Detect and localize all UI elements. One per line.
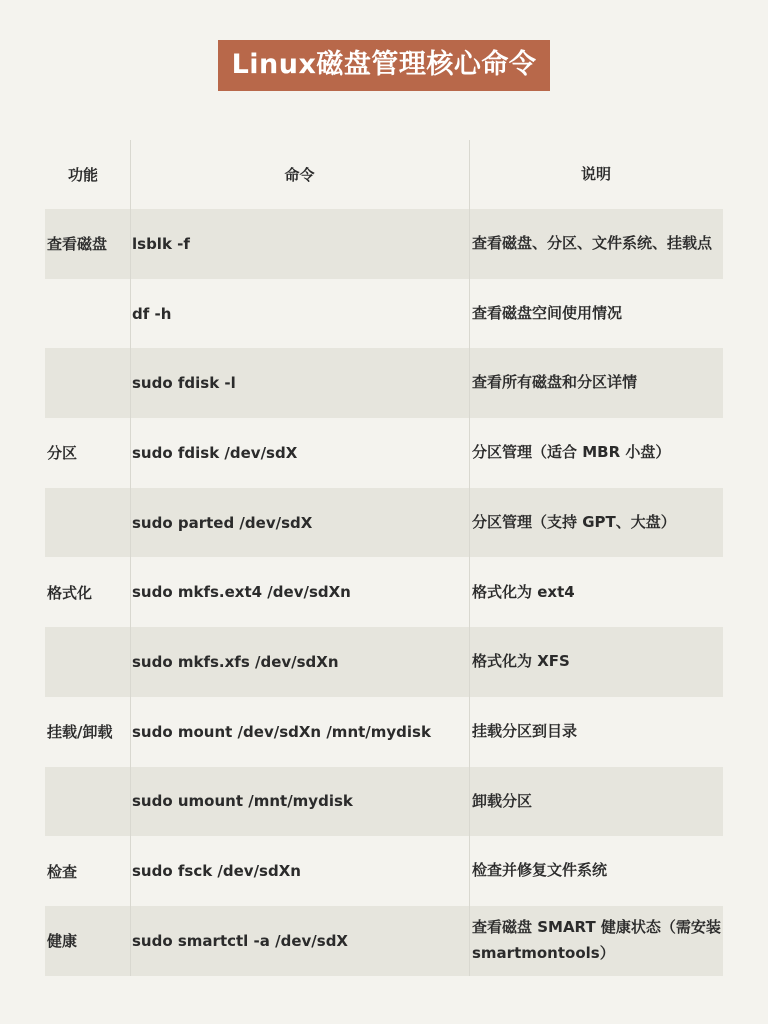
- row-description: 分区管理（适合 MBR 小盘）: [472, 443, 671, 462]
- row-command: sudo fdisk /dev/sdX: [132, 443, 298, 462]
- row-command: sudo mount /dev/sdXn /mnt/mydisk: [132, 722, 431, 741]
- row-command: sudo umount /mnt/mydisk: [132, 792, 353, 811]
- row-description: 查看磁盘 SMART 健康状态（需安装 smartmontools）: [472, 918, 721, 962]
- table-header: [45, 140, 723, 209]
- row-command: sudo mkfs.ext4 /dev/sdXn: [132, 583, 351, 602]
- row-command: sudo fdisk -l: [132, 374, 236, 393]
- row-function: 格式化: [47, 583, 93, 602]
- table-row: [45, 627, 723, 697]
- row-description: 查看所有磁盘和分区详情: [472, 373, 638, 392]
- row-description: 格式化为 XFS: [472, 652, 570, 671]
- table-row: [45, 348, 723, 418]
- table-row: [45, 836, 723, 906]
- row-description: 分区管理（支持 GPT、大盘）: [472, 512, 676, 531]
- row-function: 查看磁盘: [47, 235, 108, 254]
- row-function: 检查: [47, 862, 78, 881]
- header-command: 命令: [284, 166, 315, 184]
- table-row: [45, 279, 723, 349]
- row-command: sudo fsck /dev/sdXn: [132, 862, 301, 881]
- row-description: 格式化为 ext4: [472, 582, 575, 601]
- command-table: [45, 140, 723, 976]
- row-function: 分区: [47, 444, 78, 463]
- column-divider: [130, 140, 131, 976]
- row-command: sudo parted /dev/sdX: [132, 513, 313, 532]
- table-row: [45, 488, 723, 558]
- table-row: [45, 557, 723, 627]
- column-divider: [469, 140, 470, 976]
- table-row: [45, 697, 723, 767]
- row-description: 查看磁盘、分区、文件系统、挂载点: [472, 234, 713, 253]
- page-title: Linux磁盘管理核心命令: [218, 40, 551, 91]
- row-function: 挂载/卸载: [47, 723, 113, 742]
- table-row: [45, 418, 723, 488]
- row-command: sudo smartctl -a /dev/sdX: [132, 931, 348, 950]
- row-description: 查看磁盘空间使用情况: [472, 303, 623, 322]
- row-description: 检查并修复文件系统: [472, 861, 608, 880]
- header-function: 功能: [68, 166, 99, 184]
- table-row: [45, 906, 723, 976]
- row-command: df -h: [132, 304, 172, 323]
- row-command: sudo mkfs.xfs /dev/sdXn: [132, 652, 339, 671]
- row-description: 卸载分区: [472, 791, 533, 810]
- row-command: lsblk -f: [132, 234, 190, 253]
- table-row: [45, 767, 723, 837]
- row-function: 健康: [47, 932, 78, 951]
- row-description: 挂载分区到目录: [472, 721, 578, 740]
- header-description: 说明: [580, 164, 611, 183]
- title-wrap: [0, 40, 768, 91]
- table-row: [45, 209, 723, 279]
